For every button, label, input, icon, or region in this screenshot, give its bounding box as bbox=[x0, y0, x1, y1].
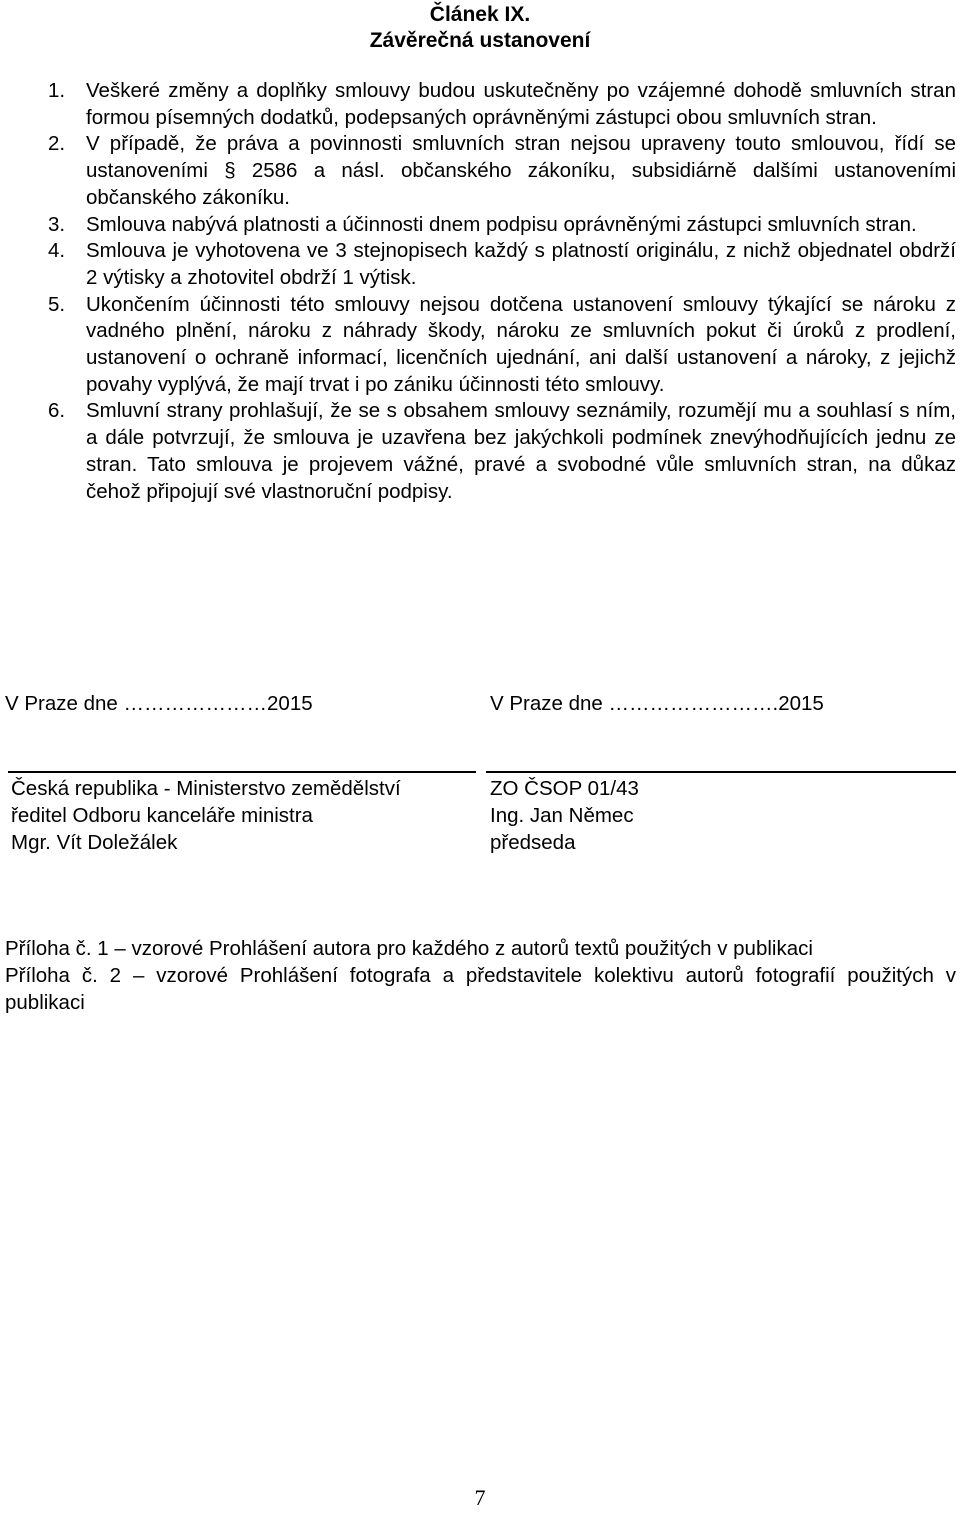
signature-line-left bbox=[8, 771, 476, 773]
signatory-name: Ing. Jan Němec bbox=[490, 804, 634, 827]
signatory-position: ředitel Odboru kanceláře ministra bbox=[11, 804, 313, 827]
clause-list bbox=[48, 78, 956, 505]
signature-block-right bbox=[490, 775, 639, 856]
article-title: Závěrečná ustanovení bbox=[369, 29, 591, 52]
attachment-item: Příloha č. 2 – vzorové Prohlášení fotografa a představitele kolektivu autorů fotografií použitých v publikaci bbox=[5, 964, 956, 1014]
signature-line-right bbox=[486, 771, 956, 773]
signatory-organization: ZO ČSOP 01/43 bbox=[490, 777, 639, 800]
clause-5 bbox=[48, 292, 956, 399]
page-number: 7 bbox=[474, 1485, 486, 1510]
signatory-organization: Česká republika - Ministerstvo zemědělství bbox=[11, 777, 401, 800]
clause-2 bbox=[48, 131, 956, 211]
article-number: Článek IX. bbox=[429, 3, 531, 26]
signatory-name: Mgr. Vít Doležálek bbox=[11, 831, 178, 854]
clause-1 bbox=[48, 78, 956, 131]
clause-text: Veškeré změny a doplňky smlouvy budou uskutečněny po vzájemné dohodě smluvních stran formou písemných dodatků, podepsaných oprávněnými zástupci obou smluvních stran. bbox=[86, 79, 956, 129]
clause-text: Smlouva nabývá platnosti a účinnosti dnem podpisu oprávněnými zástupci smluvních stran. bbox=[86, 212, 917, 236]
signatory-position: předseda bbox=[490, 831, 576, 854]
clause-6 bbox=[48, 398, 956, 505]
clause-3 bbox=[48, 212, 956, 239]
clause-4 bbox=[48, 238, 956, 291]
clause-number: 1. bbox=[48, 79, 66, 102]
clause-number: 6. bbox=[48, 399, 66, 423]
attachments-list bbox=[5, 935, 956, 1016]
clause-number: 2. bbox=[48, 132, 66, 156]
clause-number: 5. bbox=[48, 292, 66, 316]
clause-text: V případě, že práva a povinnosti smluvních stran nejsou upraveny touto smlouvou, řídí se ustanoveními § 2586 a násl. občanského zákoníku, subsidiárně dalšími ustanoveními občanského zákoníku. bbox=[86, 132, 956, 209]
clause-number: 3. bbox=[48, 212, 66, 236]
clause-text: Smlouva je vyhotovena ve 3 stejnopisech každý s platností originálu, z nichž objednatel obdrží 2 výtisky a zhotovitel obdrží 1 výtisk. bbox=[86, 239, 956, 289]
date-right: V Praze dne …………………….2015 bbox=[490, 692, 824, 715]
signature-block-left bbox=[11, 775, 401, 856]
date-left: V Praze dne …………………2015 bbox=[5, 692, 313, 715]
attachment-item: Příloha č. 1 – vzorové Prohlášení autora pro každého z autorů textů použitých v publikaci bbox=[5, 937, 813, 960]
clause-text: Smluvní strany prohlašují, že se s obsahem smlouvy seznámily, rozumějí mu a souhlasí s ním, a dále potvrzují, že smlouva je uzavřena bez jakýchkoli podmínek znevýhodňujících jednu ze stran. Tato smlouva je projevem vážné, pravé a svobodné vůle smluvních stran, na důkaz čehož připojují své vlastnoruční podpisy. bbox=[86, 399, 956, 503]
clause-text: Ukončením účinnosti této smlouvy nejsou dotčena ustanovení smlouvy týkající se nároku z vadného plnění, nároku z náhrady škody, nároku ze smluvních pokut či úroků z prodlení, ustanovení o ochraně informací, licenčních ujednání, ani další ustanovení a nároky, z jejichž povahy vyplývá, že mají trvat i po zániku účinnosti této smlouvy. bbox=[86, 292, 956, 396]
clause-number: 4. bbox=[48, 239, 66, 263]
